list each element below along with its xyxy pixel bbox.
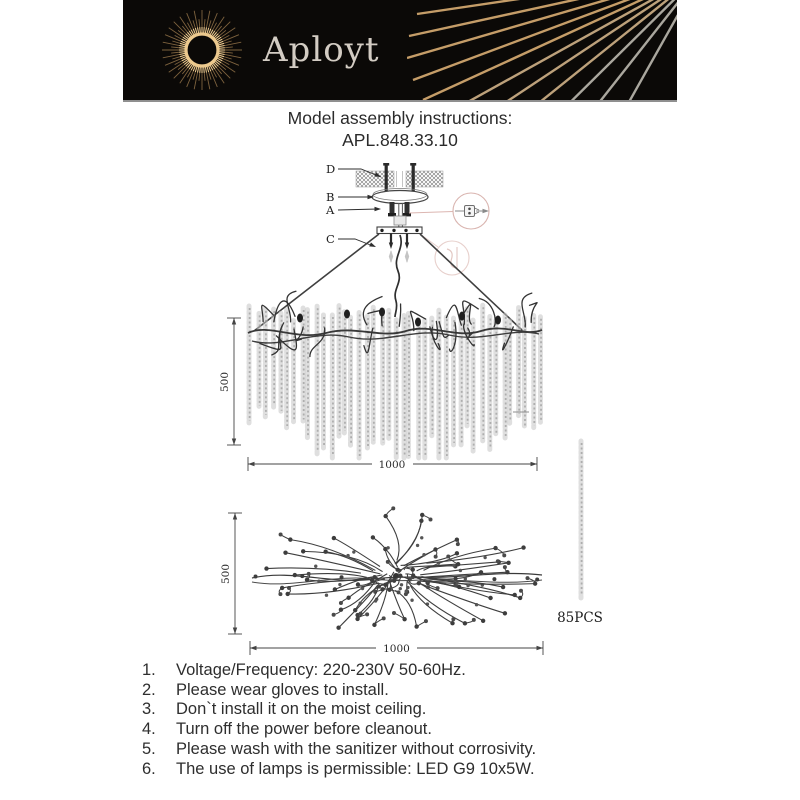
instruction-list — [142, 661, 682, 779]
ceiling-canopy — [372, 189, 428, 204]
suspension-bracket — [377, 227, 422, 262]
side-width-value: 1000 — [378, 459, 406, 471]
instruction-item — [142, 661, 682, 681]
label-b: B — [326, 190, 335, 204]
label-c: C — [326, 232, 335, 246]
strand-count-label: 85PCS — [557, 610, 603, 626]
sample-crystal-strand — [581, 441, 582, 598]
instruction-number: 1. — [142, 661, 156, 679]
instruction-text: Please wear gloves to install. — [176, 680, 389, 699]
page-title: Model assembly instructions: — [287, 108, 513, 128]
height-dimension-top — [220, 513, 242, 634]
instruction-item — [142, 740, 682, 760]
instruction-item — [142, 760, 682, 780]
instruction-text: Voltage/Frequency: 220-230V 50-60Hz. — [176, 661, 466, 679]
instruction-text: Turn off the power before cleanout. — [176, 720, 432, 739]
instruction-number: 4. — [142, 720, 156, 739]
instruction-number: 5. — [142, 739, 156, 758]
label-d: D — [326, 162, 336, 176]
label-a: A — [326, 203, 335, 217]
width-dimension-top — [250, 641, 543, 655]
branches-top-view — [254, 506, 540, 630]
instruction-item — [142, 681, 682, 701]
instruction-number: 6. — [142, 759, 156, 778]
top-height-value: 500 — [220, 563, 232, 585]
brand-wordmark: Aployt — [263, 30, 380, 70]
instruction-text: Please wash with the sanitizer without corrosivity. — [176, 739, 537, 758]
height-dimension-side — [219, 318, 241, 445]
ceiling-cross-section — [356, 171, 443, 187]
instruction-item — [142, 720, 682, 740]
width-dimension-side — [248, 457, 537, 471]
model-number: APL.848.33.10 — [342, 130, 458, 150]
canopy-studs — [388, 202, 411, 216]
instruction-number: 2. — [142, 680, 156, 699]
side-height-value: 500 — [219, 371, 231, 393]
instruction-item — [142, 700, 682, 720]
top-width-value: 1000 — [383, 643, 410, 655]
instruction-number: 3. — [142, 700, 156, 719]
instruction-text: Don`t install it on the moist ceiling. — [176, 700, 427, 719]
instruction-text: The use of lamps is permissible: LED G9 10x5W. — [176, 759, 535, 778]
